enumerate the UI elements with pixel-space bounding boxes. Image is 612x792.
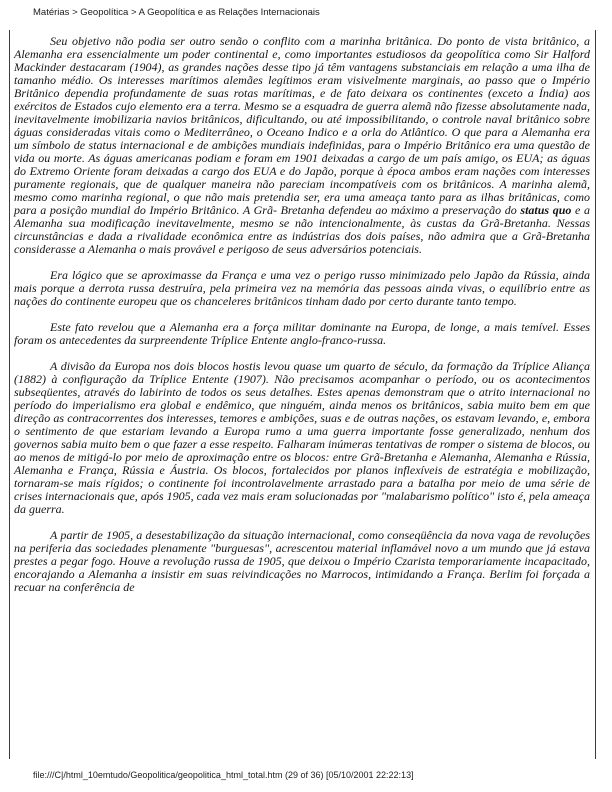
document-body [9, 30, 596, 759]
text-segment: Seu objetivo não podia ser outro senão o conflito com a marinha britânica. Do ponto de vista britânico, a Alemanha era essencialmente um poder continental e, como importantes estudiosos da geopolítica como Sir Halford Mackinder destacaram (1904), as grandes nações desse tipo já têm vantagens substanciais em relação a uma ilha de tamanho médio. Os interesses marítimos alemães legítimos eram visivelmente marginais, ao passo que o Império Britânico dependia profundamente de suas rotas marítimas, e de fato deixara os continentes (exceto a Índia) aos exércitos de Estados cujo elemento era a terra. Mesmo se a esquadra de guerra alemã não fizesse absolutamente nada, inevitavelmente imobilizaria navios britânicos, dificultando, ou até impossibilitando, o controle naval britânico sobre águas consideradas vitais como o Mediterrâneo, o Oceano Indico e a orla do Atlântico. O que para a Alemanha era um símbolo de status internacional e de ambições mundiais indefinidas, para o Império Britânico era uma questão de vida ou morte. As águas americanas podiam e foram em 1901 deixadas a cargo de um país amigo, os EUA; as águas do Extremo Oriente foram deixadas a cargo dos EUA e do Japão, porque à época ambos eram nações com interesses puramente regionais, que de qualquer maneira não pareciam incompatíveis com os britânicos. A marinha alemã, mesmo como marinha regional, o que não mais pretendia ser, era uma ameaça tanto para as ilhas britânicas, como para a posição mundial do Império Britânico. A Grã- Bretanha defendeu ao máximo a preservação do [14, 34, 590, 217]
paragraph [14, 360, 590, 516]
text-segment: A partir de 1905, a desestabilização da situação internacional, como conseqüência da nova vaga de revoluções na periferia das sociedades plenamente "burguesas", acrescentou material inflamável novo a um mundo que já estava prestes a pegar fogo. Houve a revolução russa de 1905, que deixou o Império Czarista temporariamente incapacitado, encorajando a Alemanha a insistir em suas reivindicações no Marrocos, intimidando a França. Berlim foi forçada a recuar na conferência de [14, 528, 590, 594]
paragraph [14, 35, 590, 256]
bold-text-segment: status quo [520, 203, 572, 217]
text-segment: Este fato revelou que a Alemanha era a força militar dominante na Europa, de longe, a mais temível. Esses foram os antecedentes da surpreendente Tríplice Entente anglo-franco-russa. [14, 320, 590, 347]
breadcrumb: Matérias > Geopolítica > A Geopolítica e as Relações Internacionais [33, 7, 320, 18]
paragraph [14, 269, 590, 308]
paragraph [14, 529, 590, 594]
text-segment: A divisão da Europa nos dois blocos hostis levou quase um quarto de século, da formação da Tríplice Aliança (1882) à configuração da Tríplice Entente (1907). Não precisamos acompanhar o período, ou os acontecimentos subseqüentes, através do labirinto de todos os seus detalhes. Estes apenas demonstram que o atrito internacional no período do imperialismo era global e endêmico, que ninguém, ainda menos os britânicos, sabia muito bem em que direção as contracorrentes dos interesses, temores e ambições, suas e de outras nações, os estavam levando, e, embora o sentimento de que estariam levando a Europa rumo a uma guerra importante fosse generalizado, nenhum dos governos sabia muito bem o que fazer a esse respeito. Falharam inúmeras tentativas de romper o sistema de blocos, ou ao menos de mitigá-lo por meio de aproximação entre os blocos: entre Grã-Bretanha e Alemanha, Alemanha e Rússia, Alemanha e França, Rússia e Áustria. Os blocos, fortalecidos por planos inflexíveis de estratégia e mobilização, tornaram-se mais rígidos; o continente foi incontrolavelmente arrastado para a batalha por meio de uma série de crises internacionais que, após 1905, cada vez mais eram solucionadas por "malabarismo político" isto é, pela ameaça da guerra. [14, 359, 590, 516]
paragraph [14, 321, 590, 347]
file-path-footer: file:///C|/html_10emtudo/Geopolitica/geopolitica_html_total.htm (29 of 36) [05/10/2001 22:22:13] [33, 770, 414, 780]
text-segment: e a Alemanha sua modificação inevitavelmente, mesmo se não intencionalmente, às custas da Grã-Bretanha. Nessas circunstâncias e dada a rivalidade econômica entre as indústrias dos dois países, não admira que a Grã-Bretanha considerasse a Alemanha o mais provável e perigoso de seus adversários potenciais. [14, 203, 590, 256]
text-segment: Era lógico que se aproximasse da França e uma vez o perigo russo minimizado pelo Japão da Rússia, ainda mais porque a derrota russa destruíra, pela primeira vez na memória das pessoas ainda vivas, o equilíbrio entre as nações do continente europeu que os chanceleres britânicos tinham dado por certo durante tanto tempo. [14, 268, 590, 308]
